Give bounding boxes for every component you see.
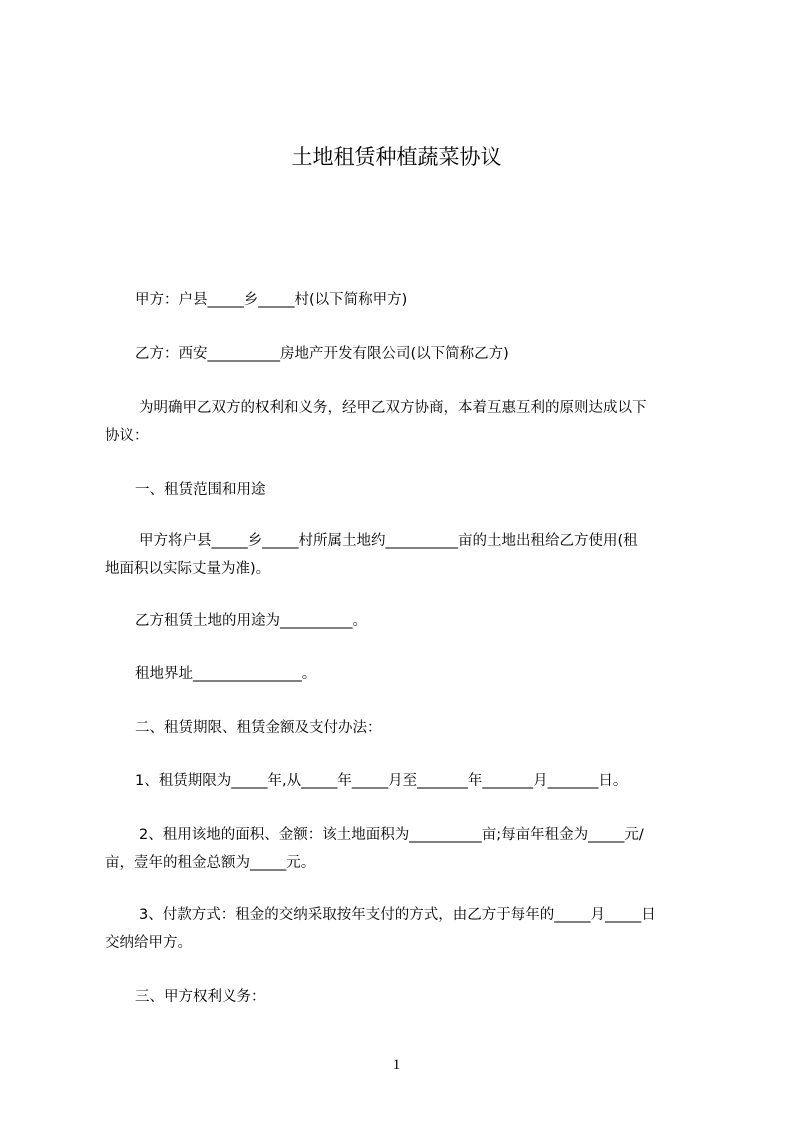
paragraph-boundary bbox=[105, 660, 741, 688]
paragraph-line: 亩，壹年的租金总额为_____元。 bbox=[105, 855, 316, 871]
paragraph-payment-method bbox=[105, 901, 711, 957]
paragraph-line: 一、租赁范围和用途 bbox=[135, 482, 266, 498]
paragraph-line: 地面积以实际丈量为准)。 bbox=[105, 561, 271, 577]
paragraph-line: 1、租赁期限为_____年,从_____年_____月至_______年_______月_______日。 bbox=[135, 773, 628, 789]
paragraph-lease-scope bbox=[105, 527, 711, 583]
section-heading-3 bbox=[105, 983, 741, 1011]
paragraph-lease-term bbox=[105, 767, 741, 795]
paragraph-rent-amount bbox=[105, 821, 711, 877]
paragraph-party-b bbox=[105, 340, 741, 368]
section-heading-1 bbox=[105, 476, 741, 504]
paragraph-line: 三、甲方权利义务： bbox=[135, 989, 266, 1005]
paragraph-line: 2、租用该地的面积、金额：该土地面积为__________亩;每亩年租金为_____元/ bbox=[139, 827, 644, 843]
document-title: 土地租赁种植蔬菜协议 bbox=[291, 145, 502, 169]
paragraph-line: 协议： bbox=[105, 428, 149, 444]
paragraph-land-use bbox=[105, 607, 741, 635]
paragraph-party-a bbox=[105, 286, 741, 314]
paragraph-line: 甲方：户县_____乡_____村(以下简称甲方) bbox=[135, 292, 408, 308]
paragraph-line: 二、租赁期限、租赁金额及支付办法： bbox=[135, 720, 382, 736]
paragraph-line: 为明确甲乙双方的权利和义务，经甲乙双方协商，本着互惠互利的原则达成以下 bbox=[139, 400, 647, 416]
paragraph-line: 租地界址_______________。 bbox=[135, 666, 317, 682]
paragraph-line: 乙方：西安__________房地产开发有限公司(以下简称乙方) bbox=[135, 346, 509, 362]
paragraph-line: 3、付款方式：租金的交纳采取按年支付的方式，由乙方于每年的_____月_____日 bbox=[139, 907, 656, 923]
paragraph-line: 交纳给甲方。 bbox=[105, 935, 192, 951]
section-heading-2 bbox=[105, 714, 741, 742]
paragraph-line: 甲方将户县_____乡_____村所属土地约__________亩的土地出租给乙方使用(租 bbox=[139, 533, 638, 549]
page-number: 1 bbox=[392, 1057, 401, 1073]
paragraph-line: 乙方租赁土地的用途为__________。 bbox=[135, 613, 367, 629]
paragraph-preamble bbox=[105, 394, 711, 450]
